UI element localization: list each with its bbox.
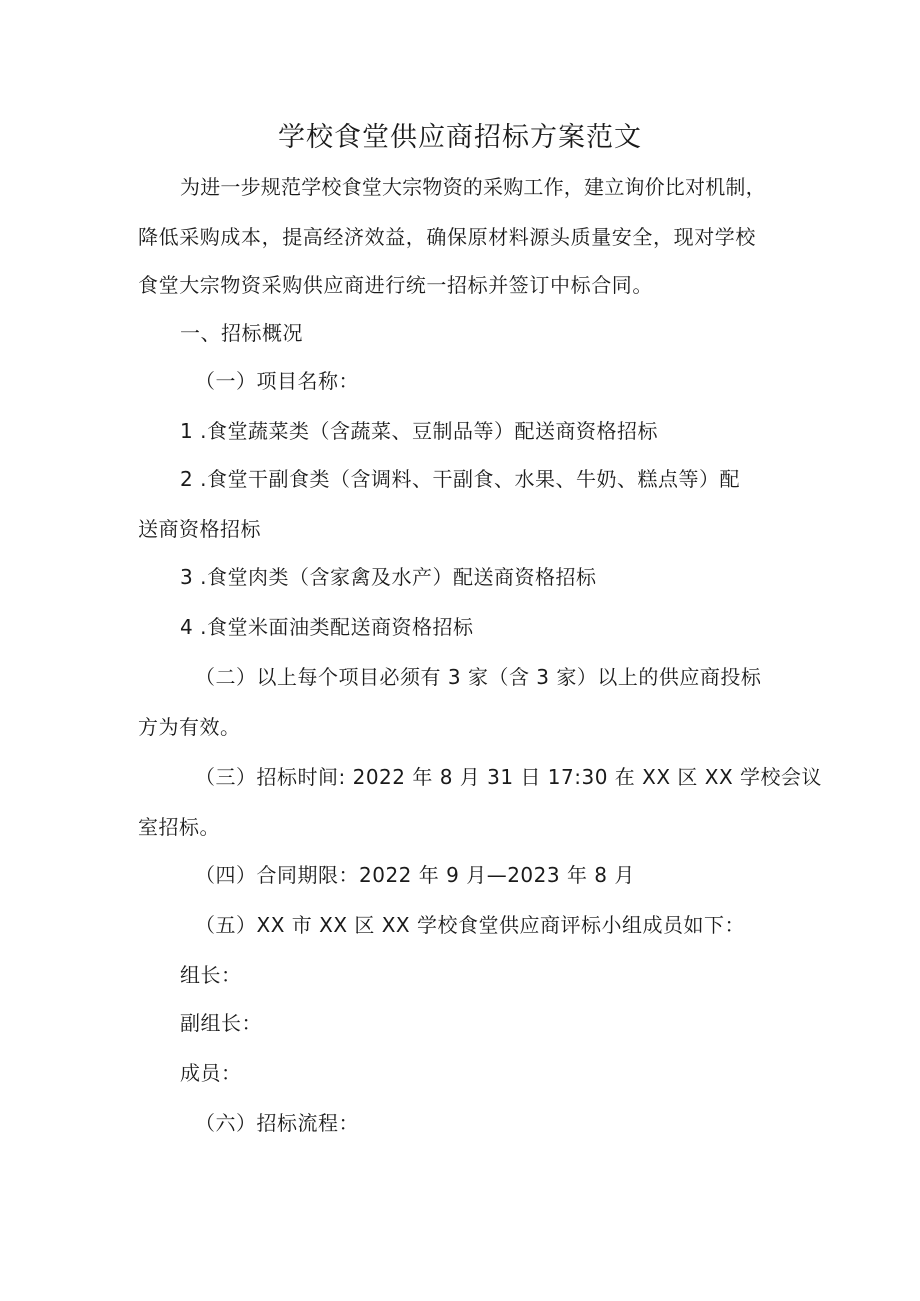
subsection-bid-time-continued: 室招标。	[138, 815, 220, 839]
project-list-item: 4 .食堂米面油类配送商资格招标	[180, 615, 474, 639]
project-list-item-continued: 送商资格招标	[138, 517, 261, 541]
project-list-item: 1 .食堂蔬菜类（含蔬菜、豆制品等）配送商资格招标	[180, 419, 658, 443]
project-list-item: 2 .食堂干副食类（含调料、干副食、水果、牛奶、糕点等）配	[180, 467, 740, 491]
intro-paragraph-line: 降低采购成本，提高经济效益，确保原材料源头质量安全，现对学校	[138, 225, 756, 249]
intro-paragraph-line: 食堂大宗物资采购供应商进行统一招标并签订中标合同。	[138, 273, 653, 297]
subsection-bidder-requirement-continued: 方为有效。	[138, 715, 241, 739]
subsection-bid-process: （六）招标流程：	[195, 1111, 359, 1135]
document-title: 学校食堂供应商招标方案范文	[278, 122, 642, 153]
subsection-bid-time: （三）招标时间: 2022 年 8 月 31 日 17:30 在 XX 区 XX 学校会议	[195, 765, 823, 789]
team-deputy-label: 副组长：	[180, 1011, 262, 1035]
section-heading-overview: 一、招标概况	[180, 321, 303, 345]
subsection-contract-period: （四）合同期限：2022 年 9 月—2023 年 8 月	[195, 863, 635, 887]
subsection-bidder-requirement: （二）以上每个项目必须有 3 家（含 3 家）以上的供应商投标	[195, 665, 762, 689]
subsection-heading-project-name: （一）项目名称：	[195, 369, 359, 393]
project-list-item: 3 .食堂肉类（含家禽及水产）配送商资格招标	[180, 565, 597, 589]
team-members-label: 成员：	[180, 1061, 242, 1085]
team-leader-label: 组长：	[180, 963, 242, 987]
subsection-evaluation-team: （五）XX 市 XX 区 XX 学校食堂供应商评标小组成员如下：	[195, 913, 745, 937]
intro-paragraph-line: 为进一步规范学校食堂大宗物资的采购工作，建立询价比对机制，	[180, 175, 766, 199]
